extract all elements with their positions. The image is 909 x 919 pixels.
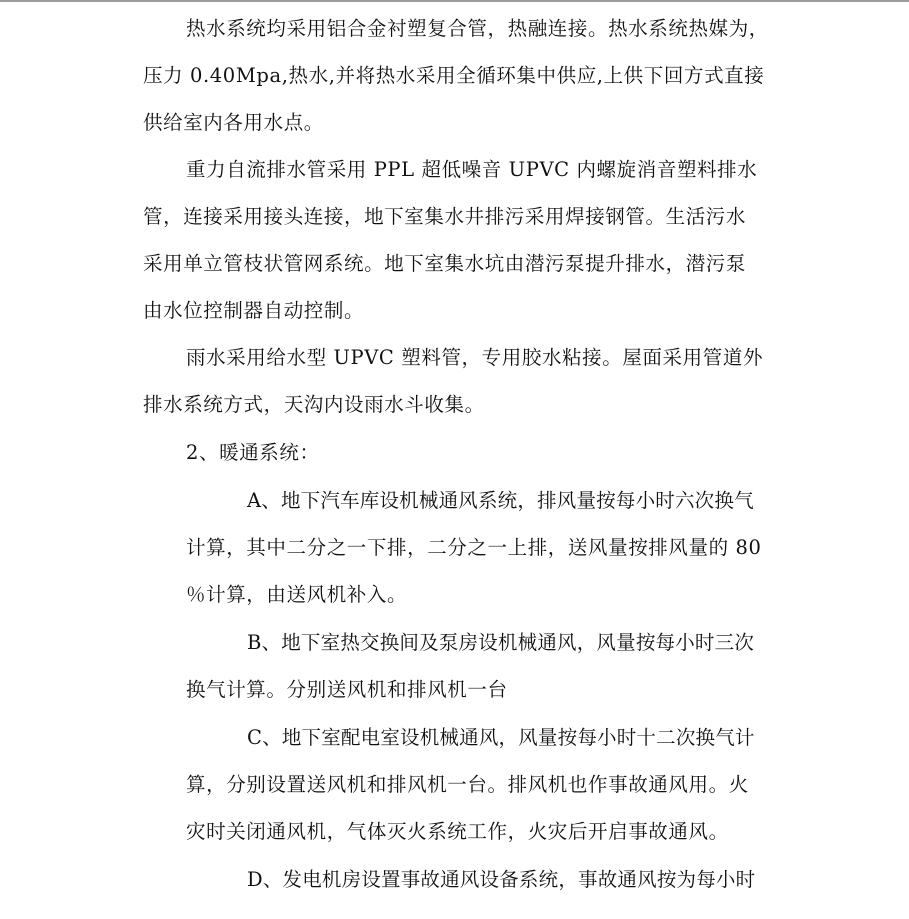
text-line: 排水系统方式，天沟内设雨水斗收集。 xyxy=(143,393,485,416)
text-line: D、发电机房设置事故通风设备系统，事故通风按为每小时 xyxy=(247,868,756,891)
section-heading: 2、暖通系统： xyxy=(186,441,320,464)
text-line: B、地下室热交换间及泵房设机械通风，风量按每小时三次 xyxy=(247,631,755,654)
text-line: 热水系统均采用铝合金衬塑复合管，热融连接。热水系统热媒为， xyxy=(186,17,769,40)
text-line: 采用单立管枝状管网系统。地下室集水坑由潜污泵提升排水，潜污泵 xyxy=(143,252,747,275)
text-line: 由水位控制器自动控制。 xyxy=(143,299,365,322)
page-top-rule xyxy=(0,0,909,2)
text-line: 管，连接采用接头连接，地下室集水井排污采用焊接钢管。生活污水 xyxy=(143,205,747,228)
text-line: 供给室内各用水点。 xyxy=(143,111,324,134)
text-line: 换气计算。分别送风机和排风机一台 xyxy=(186,678,508,701)
text-line: ％计算，由送风机补入。 xyxy=(186,583,408,606)
text-line: C、地下室配电室设机械通风，风量按每小时十二次换气计 xyxy=(247,726,755,749)
text-line: 重力自流排水管采用 PPL 超低噪音 UPVC 内螺旋消音塑料排水 xyxy=(186,158,758,181)
text-line: 算，分别设置送风机和排风机一台。排风机也作事故通风用。火 xyxy=(186,773,749,796)
text-line: 压力 0.40Mpa,热水,并将热水采用全循环集中供应,上供下回方式直接 xyxy=(143,64,765,87)
text-line: 雨水采用给水型 UPVC 塑料管，专用胶水粘接。屋面采用管道外 xyxy=(186,346,764,369)
text-line: 灾时关闭通风机，气体灭火系统工作，火灾后开启事故通风。 xyxy=(186,820,729,843)
text-line: 计算，其中二分之一下排，二分之一上排，送风量按排风量的 80 xyxy=(186,536,762,559)
text-line: A、地下汽车库设机械通风系统，排风量按每小时六次换气 xyxy=(247,489,754,512)
